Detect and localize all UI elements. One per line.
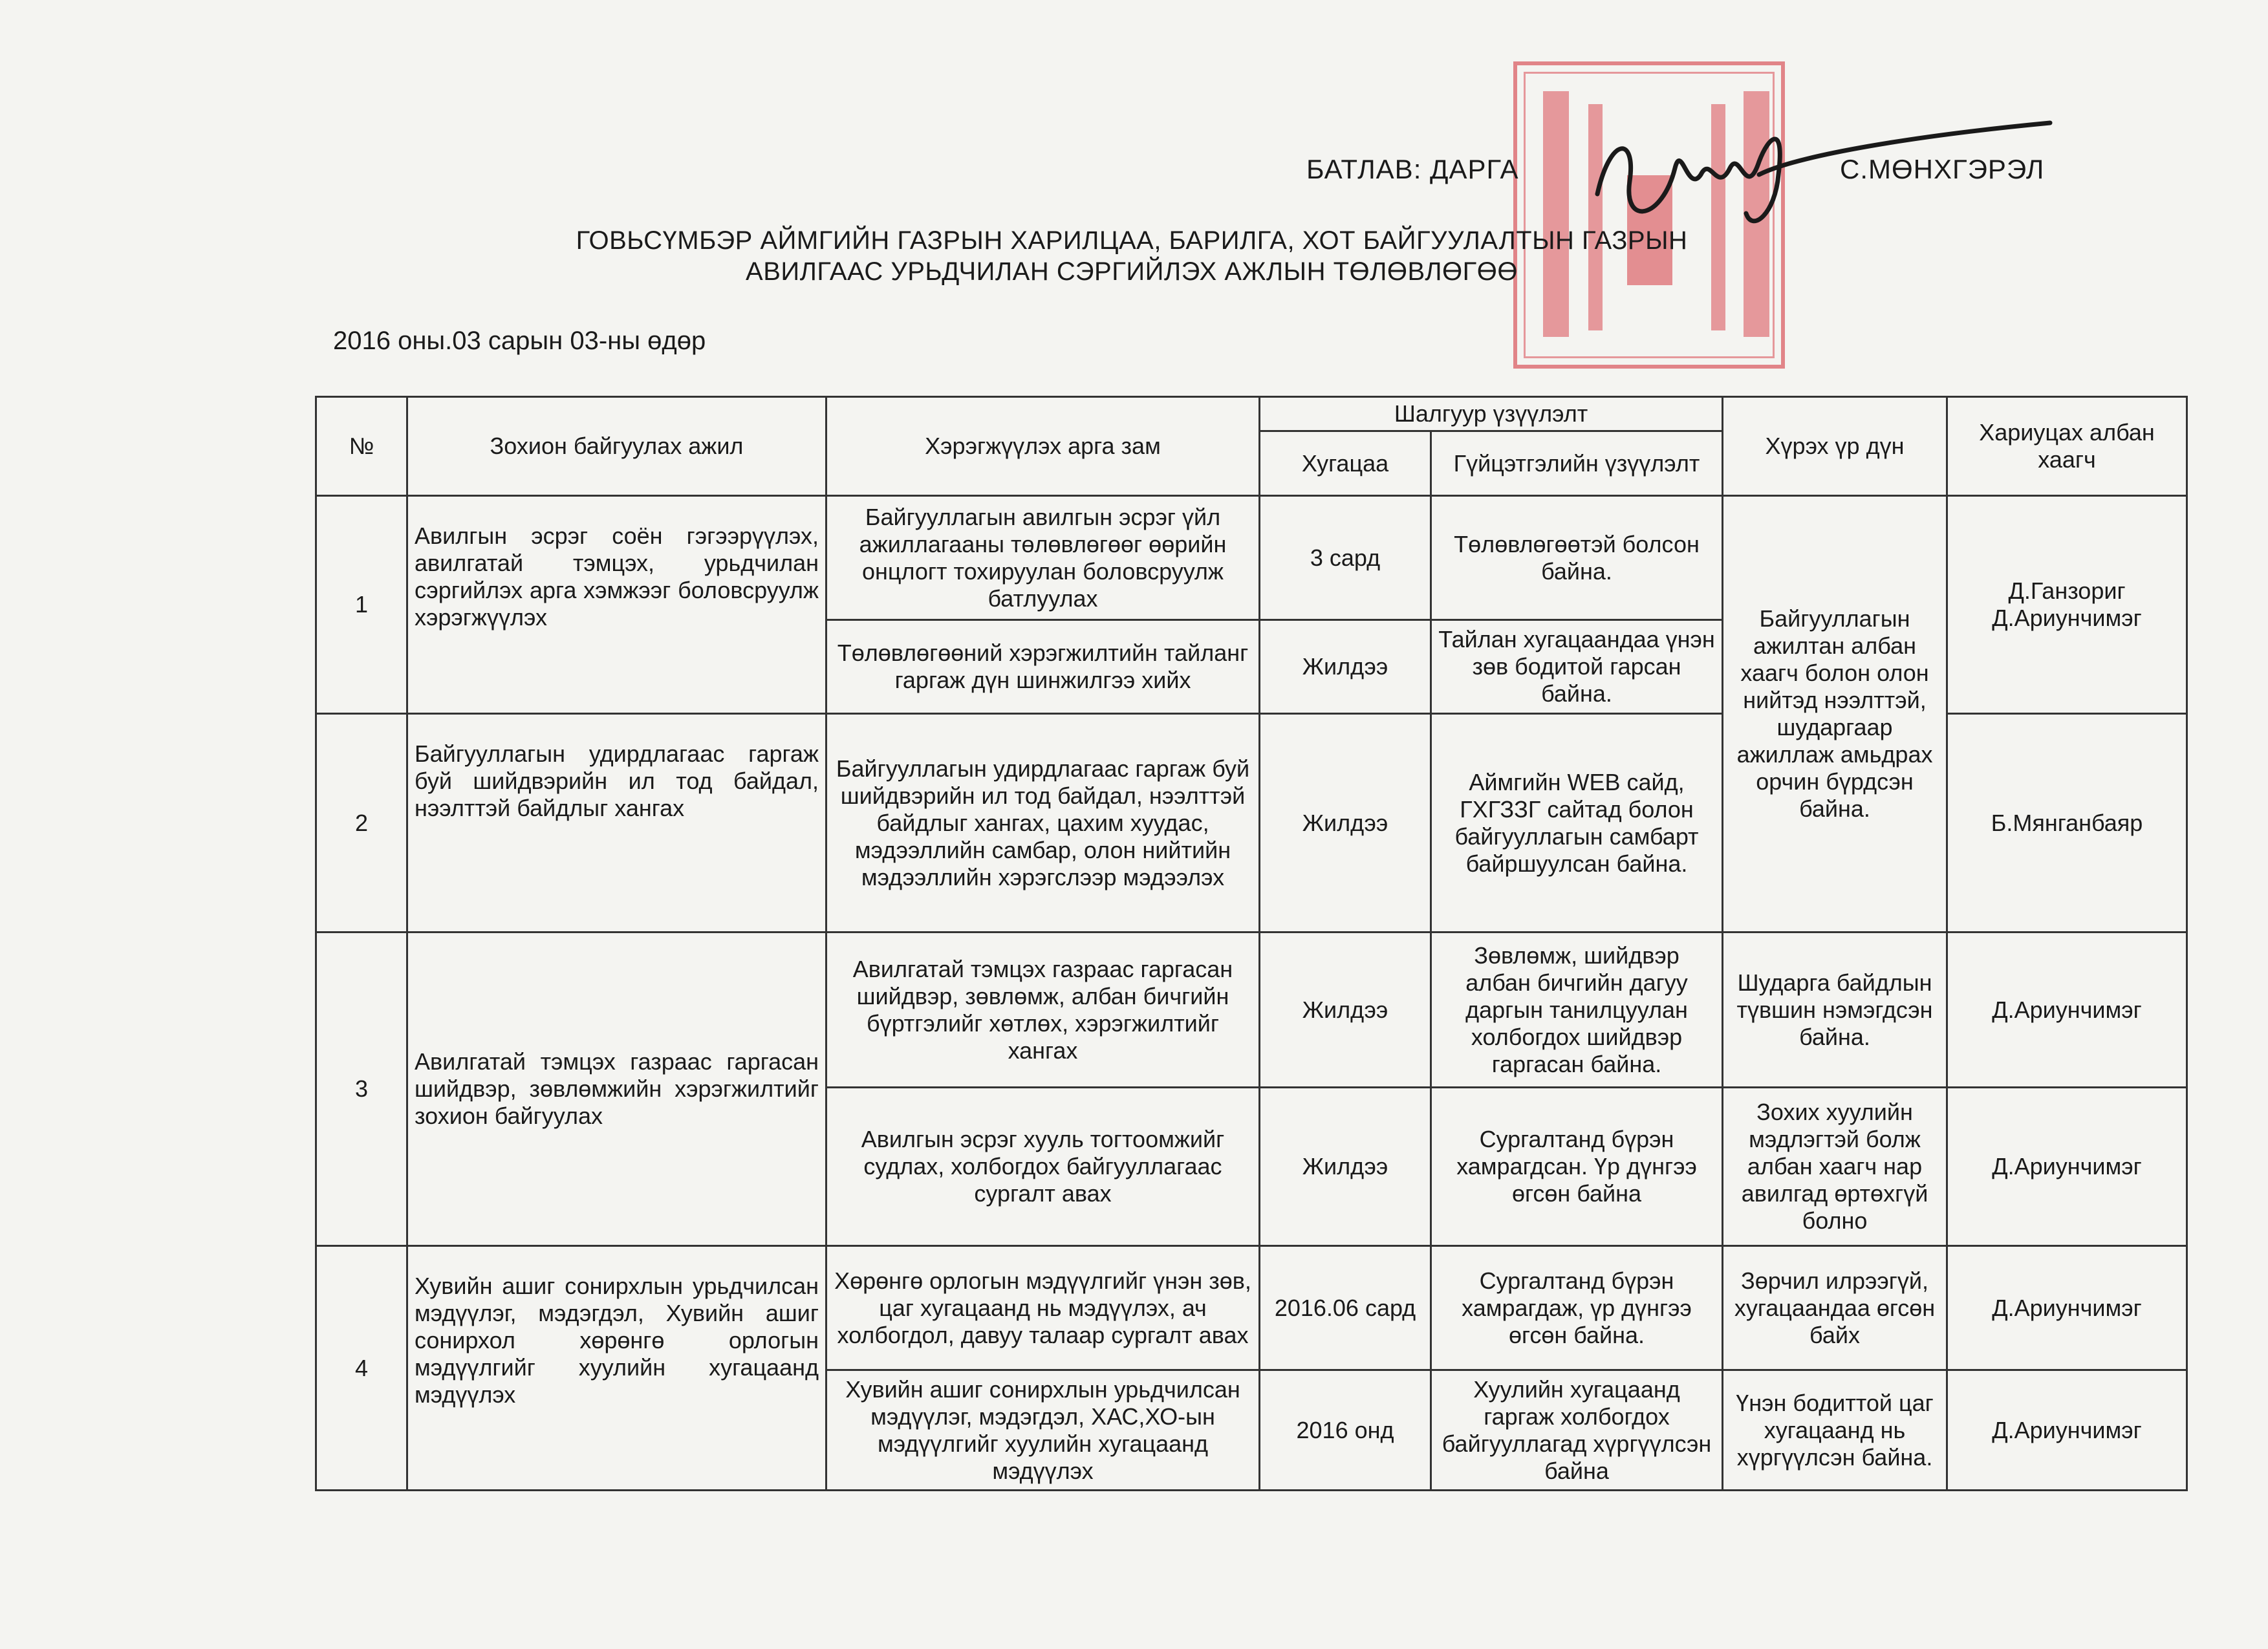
row-method: Авилгын эсрэг хууль тогтоомжийг судлах, холбогдох байгууллагаас сургалт авах [826, 1088, 1260, 1246]
row-task: Авилгатай тэмцэх газраас гаргасан шийдвэр, зөвлөмжийн хэрэгжилтийг зохион байгуулах [407, 932, 826, 1246]
row-deadline: Жилдээ [1260, 620, 1431, 714]
header-officer: Хариуцах албан хаагч [1947, 397, 2187, 496]
row-result: Шударга байдлын түвшин нэмэгдсэн байна. [1723, 932, 1947, 1088]
row-deadline: 3 сард [1260, 496, 1431, 620]
row-indicator: Тайлан хугацаандаа үнэн зөв бодитой гарсан байна. [1431, 620, 1723, 714]
row-officer: Д.Ариунчимэг [1947, 1246, 2187, 1370]
title-line-2: АВИЛГААС УРЬДЧИЛАН СЭРГИЙЛЭХ АЖЛЫН ТӨЛӨВЛӨГӨӨ [746, 257, 1518, 286]
row-method: Төлөвлөгөөний хэрэгжилтийн тайланг гаргаж дүн шинжилгээ хийх [826, 620, 1260, 714]
row-deadline: 2016 онд [1260, 1370, 1431, 1491]
row-indicator: Сургалтанд бүрэн хамрагдаж, үр дүнгээ өгсөн байна. [1431, 1246, 1723, 1370]
row-officer: Д.Ганзориг Д.Ариунчимэг [1947, 496, 2187, 714]
row-result: Зөрчил илрээгүй, хугацаандаа өгсөн байх [1723, 1246, 1947, 1370]
row-task: Авилгын эсрэг соён гэгээрүүлэх, авилгатай тэмцэх, урьдчилан сэргийлэх арга хэмжээг боловсруулж хэрэгжүүлэх [407, 496, 826, 714]
header-no: № [316, 397, 407, 496]
approval-label: БАТЛАВ: ДАРГА [1306, 154, 1519, 184]
row-indicator: Хуулийн хугацаанд гаргаж холбогдох байгууллагад хүргүүлсэн байна [1431, 1370, 1723, 1491]
row-task: Байгууллагын удирдлагаас гаргаж буй шийдвэрийн ил тод байдал, нээлттэй байдлыг хангах [407, 714, 826, 932]
row-result: Зохих хуулийн мэдлэгтэй болж албан хаагч нар авилгад өртөхгүй болно [1723, 1088, 1947, 1246]
row-number: 4 [316, 1246, 407, 1491]
row-number: 1 [316, 496, 407, 714]
title-line-1: ГОВЬСҮМБЭР АЙМГИЙН ГАЗРЫН ХАРИЛЦАА, БАРИЛГА, ХОТ БАЙГУУЛАЛТЫН ГАЗРЫН [576, 226, 1688, 255]
row-task: Хувийн ашиг сонирхлын урьдчилсан мэдүүлэг, мэдэгдэл, Хувийн ашиг сонирхол хөрөнгө орлогын мэдүүлгийг хуулийн хугацаанд мэдүүлэх [407, 1246, 826, 1491]
row-method: Байгууллагын удирдлагаас гаргаж буй шийдвэрийн ил тод байдал, нээлттэй байдлыг хангах, цахим хуудас, мэдээллийн самбар, олон нийтийн мэдээллийн хэрэгслээр мэдээлэх [826, 714, 1260, 932]
header-result: Хүрэх үр дүн [1723, 397, 1947, 496]
row-officer: Д.Ариунчимэг [1947, 1088, 2187, 1246]
row-result: Үнэн бодиттой цаг хугацаанд нь хүргүүлсэн байна. [1723, 1370, 1947, 1491]
row-indicator: Зөвлөмж, шийдвэр албан бичгийн дагуу даргын танилцуулан холбогдох шийдвэр гаргасан байна. [1431, 932, 1723, 1088]
row-officer: Д.Ариунчимэг [1947, 1370, 2187, 1491]
header-task: Зохион байгуулах ажил [407, 397, 826, 496]
handwritten-signature [1591, 97, 2057, 239]
row-indicator: Аймгийн WEB сайд, ГХГЗЗГ сайтад болон байгууллагын самбарт байршуулсан байна. [1431, 714, 1723, 932]
table-row [316, 932, 2187, 1088]
row-deadline: Жилдээ [1260, 932, 1431, 1088]
row-method: Хөрөнгө орлогын мэдүүлгийг үнэн зөв, цаг хугацаанд нь мэдүүлэх, ач холбогдол, давуу талаар сургалт авах [826, 1246, 1260, 1370]
plan-table [315, 396, 2188, 1491]
header-method: Хэрэгжүүлэх арга зам [826, 397, 1260, 496]
header-indicator: Гүйцэтгэлийн үзүүлэлт [1431, 431, 1723, 496]
stamp-script-left [1543, 91, 1569, 337]
document-title [453, 225, 1811, 287]
row-deadline: Жилдээ [1260, 714, 1431, 932]
row-indicator: Сургалтанд бүрэн хамрагдсан. Үр дүнгээ өгсөн байна [1431, 1088, 1723, 1246]
row-deadline: Жилдээ [1260, 1088, 1431, 1246]
row-result-shared: Байгууллагын ажилтан албан хаагч болон олон нийтэд нээлттэй, шударгаар ажиллаж амьдрах орчин бүрдсэн байна. [1723, 496, 1947, 932]
row-number: 2 [316, 714, 407, 932]
row-deadline: 2016.06 сард [1260, 1246, 1431, 1370]
row-indicator: Төлөвлөгөөтэй болсон байна. [1431, 496, 1723, 620]
row-method: Авилгатай тэмцэх газраас гаргасан шийдвэр, зөвлөмж, албан бичгийн бүртгэлийг хөтлөх, хэрэгжилтийг хангах [826, 932, 1260, 1088]
table-row [316, 496, 2187, 620]
row-method: Байгууллагын авилгын эсрэг үйл ажиллагааны төлөвлөгөөг өөрийн онцлогт тохируулан боловсруулж батлуулах [826, 496, 1260, 620]
approver-name: С.МӨНХГЭРЭЛ [1840, 154, 2045, 184]
row-number: 3 [316, 932, 407, 1246]
document-date: 2016 оны.03 сарын 03-ны өдөр [333, 327, 706, 355]
header-deadline: Хугацаа [1260, 431, 1431, 496]
approval-line [1306, 154, 2045, 185]
row-officer: Д.Ариунчимэг [1947, 932, 2187, 1088]
header-criteria: Шалгуур үзүүлэлт [1260, 397, 1723, 431]
row-officer: Б.Мянганбаяр [1947, 714, 2187, 932]
table-row [316, 1246, 2187, 1370]
row-method: Хувийн ашиг сонирхлын урьдчилсан мэдүүлэг, мэдэгдэл, ХАС,ХО-ын мэдүүлгийг хуулийн хугацаанд мэдүүлэх [826, 1370, 1260, 1491]
